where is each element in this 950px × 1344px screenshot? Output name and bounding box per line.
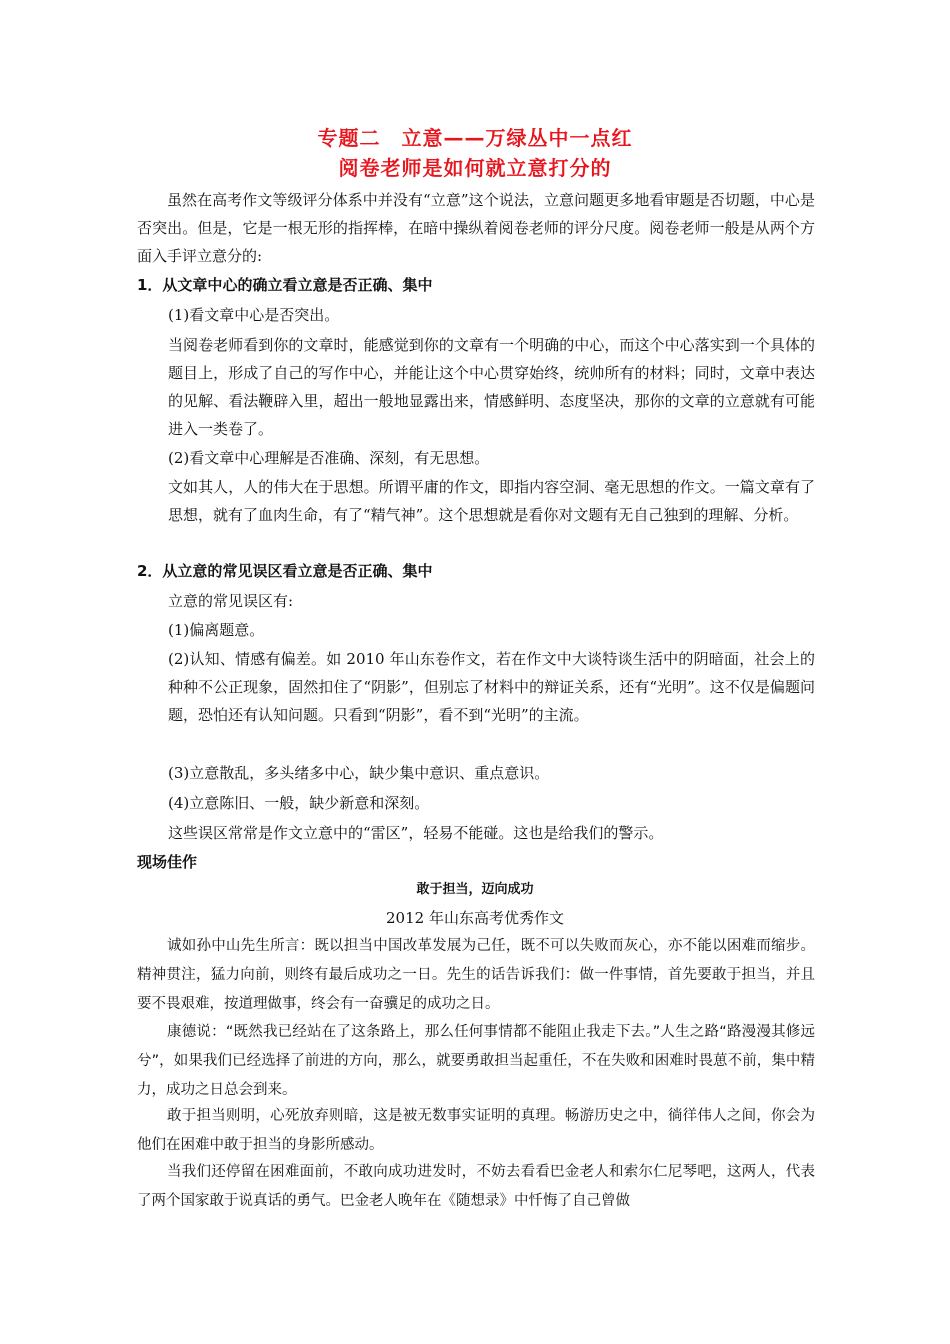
section3-heading: 现场佳作 xyxy=(137,853,198,871)
section2-lead: 立意的常见误区有: xyxy=(168,592,294,610)
essay-paragraph-4: 当我们还停留在困难面前，不敢向成功进发时，不妨去看看巴金老人和索尔仁尼琴吧，这两人，代表了两个国家敢于说真话的勇气。巴金老人晚年在《随想录》中忏悔了自己曾做 xyxy=(137,1164,815,1209)
section2-heading: 2．从立意的常见误区看立意是否正确、集中 xyxy=(137,562,433,580)
essay-subtitle: 2012 年山东高考优秀作文 xyxy=(386,909,564,927)
section1-item1: (1)看文章中心是否突出。 xyxy=(168,306,340,324)
section1-heading: 1．从文章中心的确立看立意是否正确、集中 xyxy=(137,276,433,294)
essay-title: 敢于担当，迈向成功 xyxy=(416,882,534,897)
section2-item3: (3)立意散乱，多头绪多中心，缺少集中意识、重点意识。 xyxy=(168,764,550,782)
page-title: 专题二 立意——万绿丛中一点红 xyxy=(317,126,633,150)
section1-item2-text: 文如其人，人的伟大在于思想。所谓平庸的作文，即指内容空洞、毫无思想的作文。一篇文章有了思想，就有了血肉生命，有了“精气神”。这个思想就是看你对文题有无自己独到的理解、分析。 xyxy=(168,478,815,524)
section2-item2: (2)认知、情感有偏差。如 2010 年山东卷作文，若在作文中大谈特谈生活中的阴暗面，社会上的种种不公正现象，固然扣住了“阴影”，但别忘了材料中的辩证关系，还有“光明”。这不仅是偏题问题，恐怕还有认知问题。只看到“阴影”，看不到“光明”的主流。 xyxy=(168,650,815,724)
section1-item1-text: 当阅卷老师看到你的文章时，能感觉到你的文章有一个明确的中心，而这个中心落实到一个具体的题目上，形成了自己的写作中心，并能让这个中心贯穿始终，统帅所有的材料；同时，文章中表达的见解、看法鞭辟入里，超出一般地显露出来，情感鲜明、态度坚决，那你的文章的立意就有可能进入一类卷了。 xyxy=(168,336,815,438)
essay-paragraph-3: 敢于担当则明，心死放弃则暗，这是被无数事实证明的真理。畅游历史之中，徜徉伟人之间，你会为他们在困难中敢于担当的身影所感动。 xyxy=(137,1108,815,1153)
essay-paragraph-2: 康德说：“既然我已经站在了这条路上，那么任何事情都不能阻止我走下去。”人生之路“路漫漫其修远兮”，如果我们已经选择了前进的方向，那么，就要勇敢担当起重任，不在失败和困难时畏葸不前，集中精力，成功之日总会到来。 xyxy=(137,1024,815,1098)
essay-paragraph-1: 诚如孙中山先生所言：既以担当中国改革发展为己任，既不可以失败而灰心，亦不能以困难而缩步。精神贯注，猛力向前，则终有最后成功之一日。先生的话告诉我们：做一件事情，首先要敢于担当，并且要不畏艰难，按道理做事，终会有一奋骥足的成功之日。 xyxy=(137,938,815,1012)
section2-item4: (4)立意陈旧、一般，缺少新意和深刻。 xyxy=(168,794,430,812)
intro-paragraph: 虽然在高考作文等级评分体系中并没有“立意”这个说法，立意问题更多地看审题是否切题，中心是否突出。但是，它是一根无形的指挥棒，在暗中操纵着阅卷老师的评分尺度。阅卷老师一般是从两个方面入手评立意分的: xyxy=(137,191,815,265)
section2-closing: 这些误区常常是作文立意中的“雷区”，轻易不能碰。这也是给我们的警示。 xyxy=(168,824,664,842)
page-subtitle: 阅卷老师是如何就立意打分的 xyxy=(338,156,612,180)
section2-item1: (1)偏离题意。 xyxy=(168,621,265,639)
section1-item2: (2)看文章中心理解是否准确、深刻，有无思想。 xyxy=(168,449,490,467)
